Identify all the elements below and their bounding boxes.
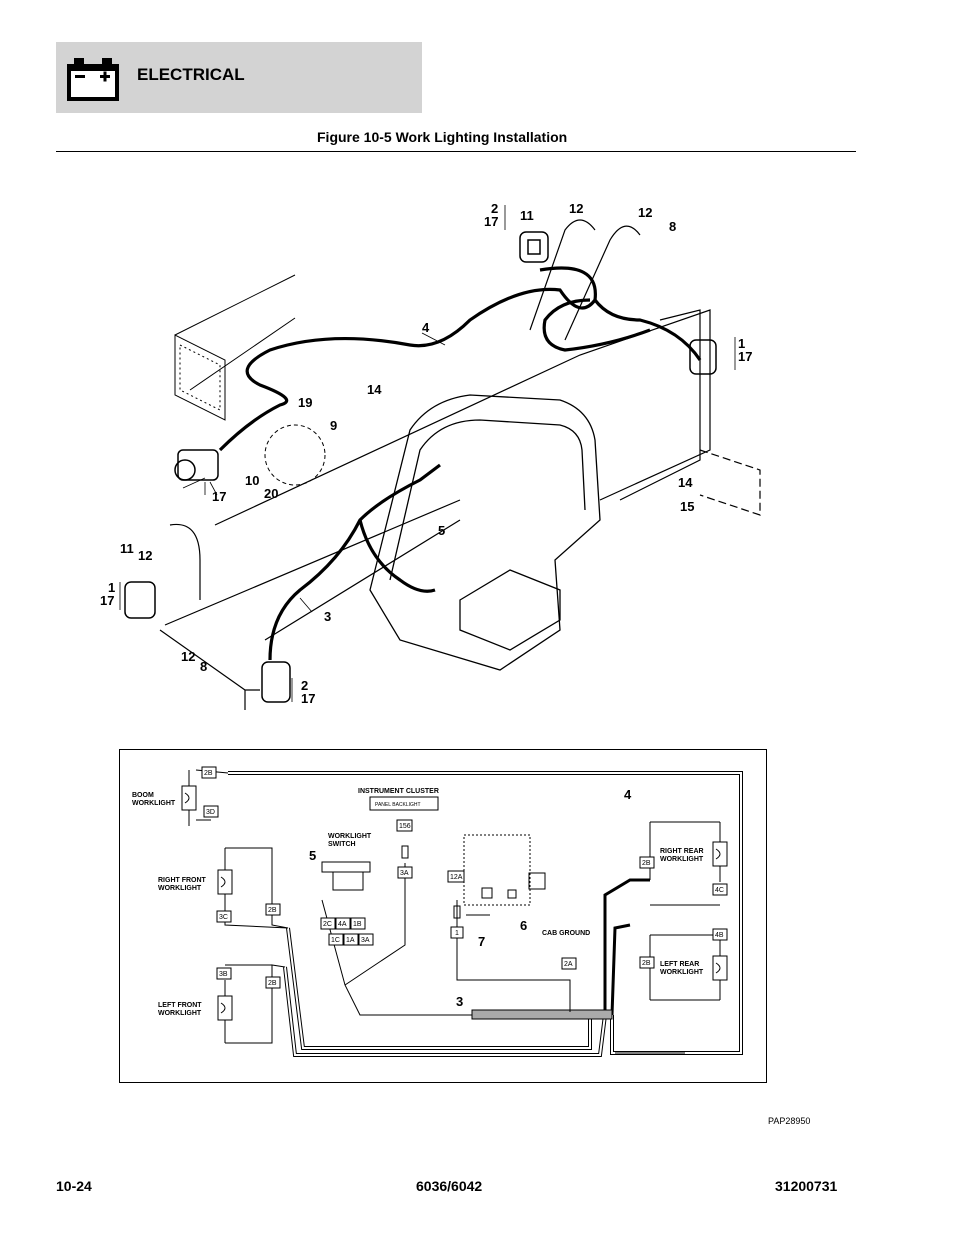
callout-1: 1 — [108, 580, 116, 595]
wire-2b: 2B — [268, 907, 277, 914]
battery-icon — [66, 58, 120, 102]
callout-1: 1 — [738, 336, 746, 351]
callout-11: 11 — [520, 208, 534, 223]
figure-reference-code: PAP28950 — [768, 1116, 811, 1126]
worklight-switch-label-2: SWITCH — [328, 841, 356, 848]
harness-3 — [270, 465, 440, 660]
callout-labels — [100, 201, 752, 706]
right-front-label-2: WORKLIGHT — [158, 885, 202, 892]
document-number: 31200731 — [775, 1178, 838, 1194]
leader-lines — [120, 205, 735, 702]
page-number: 10-24 — [56, 1178, 92, 1194]
schem-callout-3: 3 — [456, 994, 464, 1009]
left-rear-label-1: LEFT REAR — [660, 961, 700, 968]
callout-17: 17 — [738, 349, 753, 364]
callout-17: 17 — [212, 489, 227, 504]
right-rear-label-2: WORKLIGHT — [660, 856, 704, 863]
header-rule — [56, 151, 856, 152]
panel-backlight-label: PANEL BACKLIGHT — [375, 802, 421, 808]
section-title: ELECTRICAL — [137, 65, 245, 84]
wire-4a: 4A — [338, 921, 347, 928]
wire-number-boxes — [202, 767, 727, 988]
wire-2a: 2A — [564, 961, 573, 968]
wire-4b: 4B — [715, 932, 724, 939]
worklight-boom — [175, 450, 218, 480]
worklight-rear-right — [690, 340, 716, 374]
callout-12: 12 — [569, 201, 584, 216]
installation-drawing — [100, 190, 860, 710]
worklight-switch-label-1: WORKLIGHT — [328, 833, 372, 840]
wiring-schematic — [119, 749, 767, 1083]
right-rear-label-1: RIGHT REAR — [660, 848, 704, 855]
wire-2c: 2C — [323, 921, 332, 928]
callout-15: 15 — [680, 499, 695, 514]
wire-2b: 2B — [204, 770, 213, 777]
components — [322, 797, 545, 918]
wire-3b: 3B — [219, 971, 228, 978]
component-labels — [132, 788, 704, 1017]
wire-12a: 12A — [450, 874, 463, 881]
callout-14: 14 — [367, 382, 382, 397]
schem-callout-5: 5 — [309, 848, 317, 863]
callout-10: 10 — [245, 473, 260, 488]
callout-17: 17 — [484, 214, 499, 229]
callout-5: 5 — [438, 523, 446, 538]
callout-3: 3 — [324, 609, 332, 624]
callout-8: 8 — [200, 659, 208, 674]
wire-2b: 2B — [268, 980, 277, 987]
wire-2b: 2B — [642, 860, 651, 867]
callout-4: 4 — [422, 320, 430, 335]
callout-17: 17 — [301, 691, 316, 706]
callout-20: 20 — [264, 486, 279, 501]
left-front-label-1: LEFT FRONT — [158, 1002, 202, 1009]
callout-11: 11 — [120, 541, 134, 556]
callout-8: 8 — [669, 219, 677, 234]
callout-19: 19 — [298, 395, 313, 410]
wire-1: 1 — [455, 930, 459, 937]
wire-156: 156 — [399, 823, 411, 830]
wire-1a: 1A — [346, 937, 355, 944]
worklight-front-right — [262, 662, 290, 702]
callout-2: 2 — [491, 201, 499, 216]
cab-ground-label: CAB GROUND — [542, 930, 591, 937]
wire-1b: 1B — [353, 921, 362, 928]
right-front-label-1: RIGHT FRONT — [158, 877, 206, 884]
model-number: 6036/6042 — [416, 1178, 483, 1194]
callout-12: 12 — [181, 649, 196, 664]
callout-12: 12 — [138, 548, 153, 563]
callout-12: 12 — [638, 205, 653, 220]
harness-traces — [228, 773, 741, 1055]
boom-worklight-label-1: BOOM — [132, 792, 154, 799]
figure-title: Figure 10-5 Work Lighting Installation — [317, 129, 568, 145]
callout-14: 14 — [678, 475, 693, 490]
left-front-label-2: WORKLIGHT — [158, 1010, 202, 1017]
callout-9: 9 — [330, 418, 338, 433]
frame-outline — [160, 220, 760, 710]
schem-callout-6: 6 — [520, 918, 528, 933]
wire-1c: 1C — [331, 937, 340, 944]
schem-callout-7: 7 — [478, 934, 486, 949]
wire-3c: 3C — [219, 914, 228, 921]
wire-2b: 2B — [642, 960, 651, 967]
worklight-front-left — [125, 582, 155, 618]
wire-3a: 3A — [361, 937, 370, 944]
schem-callout-4: 4 — [624, 787, 632, 802]
detail-circle — [265, 425, 325, 485]
wire-3a: 3A — [400, 870, 409, 877]
callout-2: 2 — [301, 678, 309, 693]
callout-17: 17 — [100, 593, 115, 608]
wire-4c: 4C — [715, 887, 724, 894]
worklight-rear-left — [520, 232, 548, 262]
wire-3d: 3D — [206, 809, 215, 816]
boom-worklight-label-2: WORKLIGHT — [132, 800, 176, 807]
left-rear-label-2: WORKLIGHT — [660, 969, 704, 976]
instrument-cluster-label: INSTRUMENT CLUSTER — [358, 788, 439, 795]
schematic-callouts — [309, 787, 632, 1009]
